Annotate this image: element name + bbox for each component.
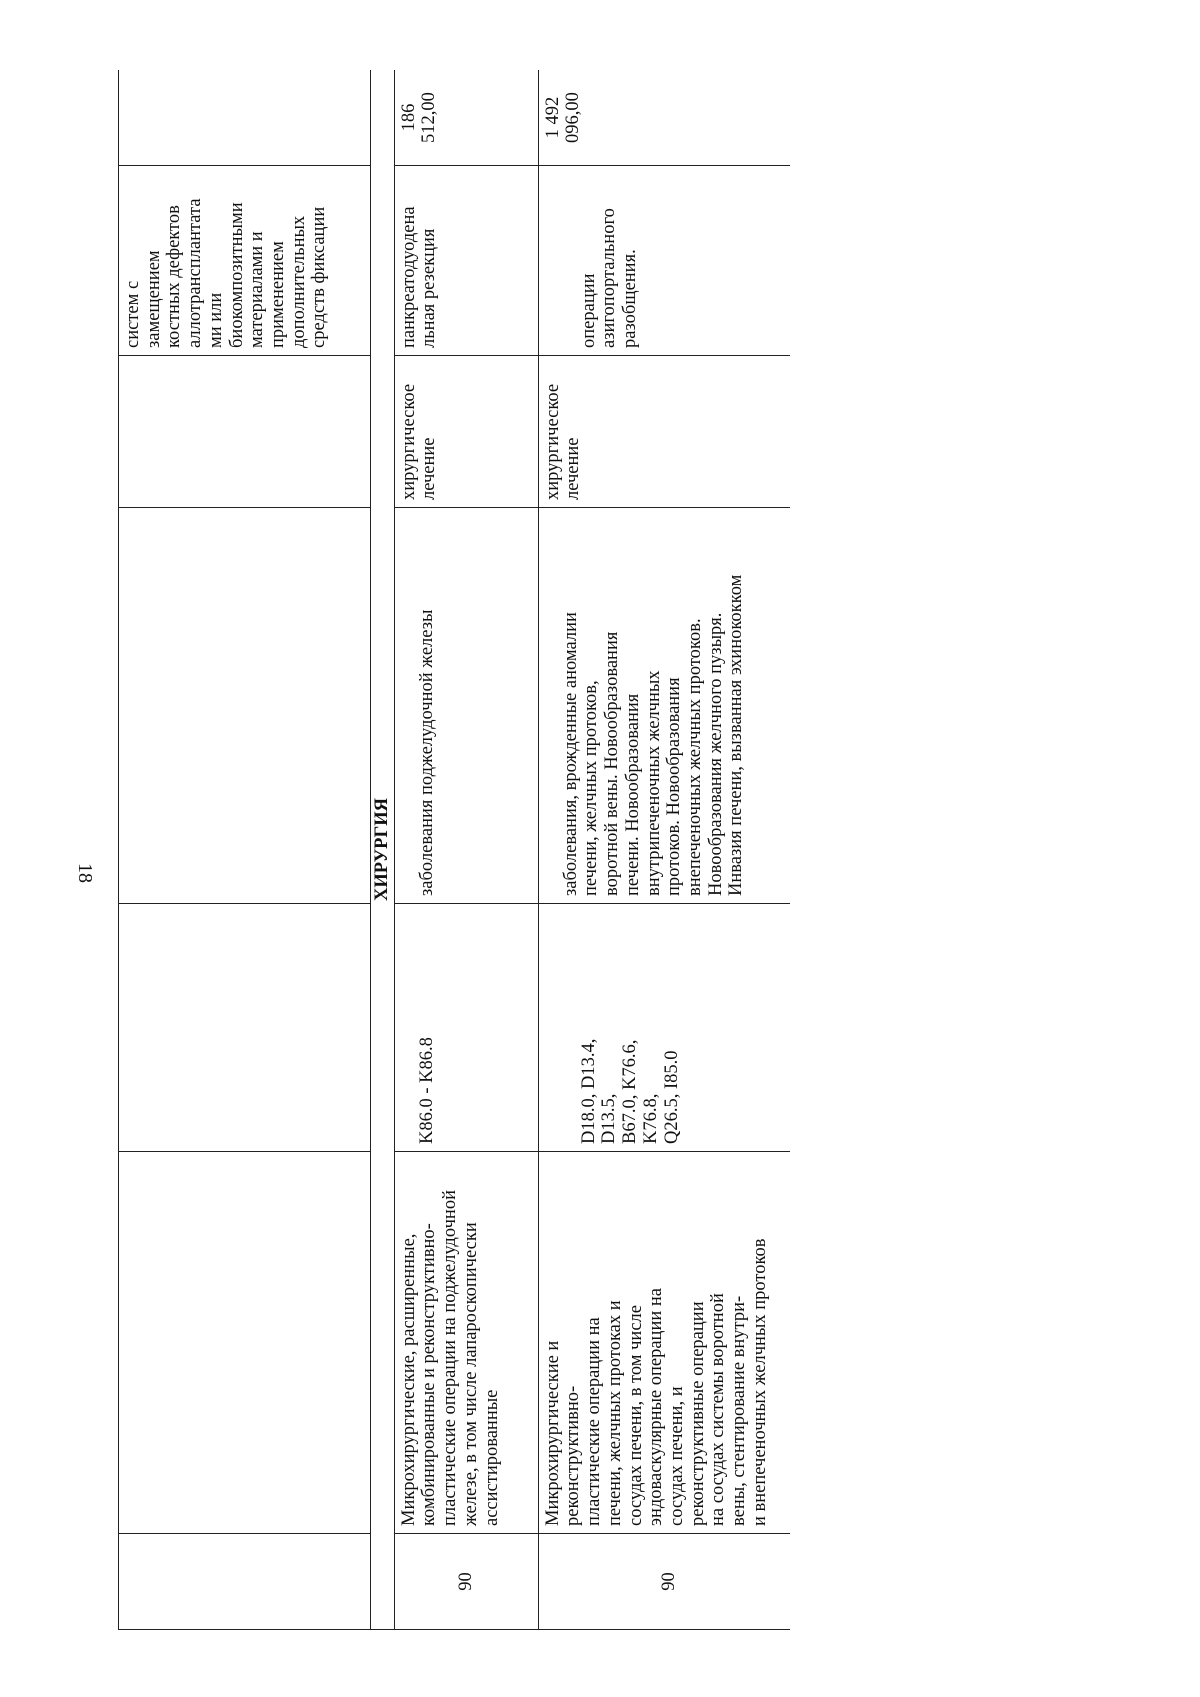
page-number: 18 <box>74 863 96 883</box>
codes-text: K86.0 - K86.8 <box>416 1037 437 1144</box>
section-title: ХИРУРГИЯ <box>371 70 395 1630</box>
cell-price: 186 512,00 <box>394 70 538 166</box>
document-table-area <box>118 70 790 1630</box>
model-text: заболевания, врожденные аномалии печени, желчных протоков, воротной вены. Новообразования печени. Новообразования внутрипеченочных желчных протоков. Новообразования внепеченочных желчных протоков. Новообразования желчного пузыря. Инвазия печени, вызванная эхинококком <box>560 574 747 896</box>
cell-price: 1 492 096,00 <box>538 70 790 166</box>
section-header-row <box>371 70 395 1630</box>
cell-method-continued: систем с замещением костных дефектов аллотрансплантата ми или биокомпозитными материалами и применением дополнительных средств фиксации <box>119 166 371 356</box>
services-table <box>118 70 790 1630</box>
cell-method: панкреатодуодена льная резекция <box>394 166 538 356</box>
cell-method <box>538 166 790 356</box>
cell-price-empty <box>119 70 371 166</box>
cell-name: Микрохирургические и реконструктивно- пластические операции на печени, желчных протоках и сосудах печени, в том числе эндоваскулярные операции на сосудах печени, и реконструктивные операции на сосудах системы воротной вены, стентирование внутри- и внепеченочных желчных протоков <box>538 1152 790 1534</box>
cell-name-empty <box>119 1152 371 1534</box>
cell-model-empty <box>119 508 371 904</box>
cell-group-empty <box>119 1534 371 1630</box>
cell-treatment-empty <box>119 356 371 508</box>
rotated-table-wrapper <box>118 70 790 1630</box>
table-row <box>538 70 790 1630</box>
table-row <box>394 70 538 1630</box>
cell-model <box>394 508 538 904</box>
cell-model <box>538 508 790 904</box>
cell-name: Микрохирургические, расширенные, комбинированные и реконструктивно-пластические операции на поджелудочной железе, в том числе лапароскопически ассистированные <box>394 1152 538 1534</box>
cell-group: 90 <box>538 1534 790 1630</box>
codes-text: D18.0, D13.4, D13.5, B67.0, K76.6, K76.8, Q26.5, I85.0 <box>578 1038 682 1144</box>
cell-treatment: хирургическое лечение <box>394 356 538 508</box>
cell-treatment: хирургическое лечение <box>538 356 790 508</box>
table-row-continued <box>119 70 371 1630</box>
cell-codes <box>394 904 538 1152</box>
cell-codes <box>538 904 790 1152</box>
cell-group: 90 <box>394 1534 538 1630</box>
method-text: операции азигопортального разобщения. <box>578 208 641 348</box>
cell-codes-empty <box>119 904 371 1152</box>
model-text: заболевания поджелудочной железы <box>416 609 437 896</box>
